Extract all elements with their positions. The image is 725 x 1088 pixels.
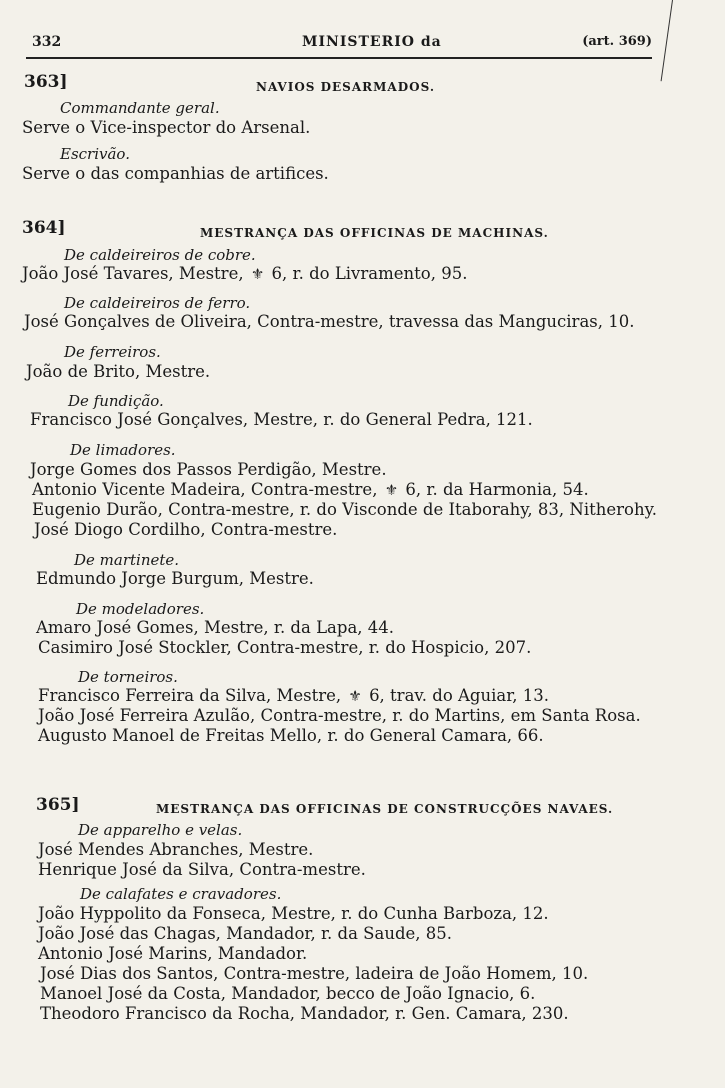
list-item: Manoel José da Costa, Mandador, becco de João Ignacio, 6.: [40, 984, 536, 1003]
group-heading: De apparelho e velas.: [78, 821, 243, 839]
list-item: Theodoro Francisco da Rocha, Mandador, r. Gen. Camara, 230.: [40, 1004, 569, 1023]
margin-mark: [661, 0, 673, 81]
group-heading: De caldeireiros de cobre.: [64, 246, 256, 264]
group-heading: De fundição.: [68, 392, 164, 410]
group-heading: De limadores.: [70, 441, 176, 459]
list-item: Eugenio Durão, Contra-mestre, r. do Visconde de Itaborahy, 83, Nitherohy.: [32, 500, 657, 519]
order-medal-icon: ⚜: [384, 481, 399, 499]
entry-address: 6, r. da Harmonia, 54.: [405, 480, 589, 499]
list-item: José Dias dos Santos, Contra-mestre, ladeira de João Homem, 10.: [40, 964, 589, 983]
group-heading: De martinete.: [74, 551, 180, 569]
list-item: Amaro José Gomes, Mestre, r. da Lapa, 44.: [36, 618, 395, 637]
list-item: Augusto Manoel de Freitas Mello, r. do General Camara, 66.: [38, 726, 544, 745]
header-rule: [26, 57, 652, 59]
list-item: João José Ferreira Azulão, Contra-mestre, r. do Martins, em Santa Rosa.: [38, 706, 641, 725]
group-heading: De torneiros.: [78, 668, 178, 686]
section-number: 365]: [36, 795, 80, 815]
list-item: José Diogo Cordilho, Contra-mestre.: [34, 520, 338, 539]
group-heading: Commandante geral.: [60, 99, 220, 117]
page-title: MINISTERIO da: [302, 34, 442, 50]
list-item: Serve o das companhias de artifices.: [22, 164, 329, 183]
entry-name: Antonio Vicente Madeira, Contra-mestre,: [32, 480, 378, 499]
list-item: Jorge Gomes dos Passos Perdigão, Mestre.: [30, 460, 387, 479]
section-number: 364]: [22, 218, 66, 238]
group-heading: De caldeireiros de ferro.: [64, 294, 251, 312]
list-item: Serve o Vice-inspector do Arsenal.: [22, 118, 311, 137]
list-item: [32, 480, 589, 499]
entry-address: 6, trav. do Aguiar, 13.: [369, 686, 550, 705]
group-heading: De modeladores.: [76, 600, 205, 618]
list-item: Antonio José Marins, Mandador.: [38, 944, 308, 963]
list-item: [22, 264, 467, 283]
list-item: Francisco José Gonçalves, Mestre, r. do General Pedra, 121.: [30, 410, 533, 429]
section-number: 363]: [24, 72, 68, 92]
list-item: [38, 686, 549, 705]
entry-address: 6, r. do Livramento, 95.: [271, 264, 468, 283]
group-heading: De ferreiros.: [64, 343, 161, 361]
list-item: José Gonçalves de Oliveira, Contra-mestre, travessa das Manguciras, 10.: [24, 312, 635, 331]
group-heading: Escrivão.: [60, 145, 130, 163]
order-medal-icon: ⚜: [250, 265, 265, 283]
group-heading: De calafates e cravadores.: [80, 885, 282, 903]
section-title: MESTRANÇA DAS OFFICINAS DE MACHINAS.: [200, 226, 549, 240]
section-title: MESTRANÇA DAS OFFICINAS DE CONSTRUCÇÕES NAVAES.: [156, 802, 614, 816]
list-item: Casimiro José Stockler, Contra-mestre, r. do Hospicio, 207.: [38, 638, 532, 657]
entry-name: João José Tavares, Mestre,: [22, 264, 244, 283]
list-item: Henrique José da Silva, Contra-mestre.: [38, 860, 366, 879]
list-item: Edmundo Jorge Burgum, Mestre.: [36, 569, 314, 588]
article-reference: (art. 369): [582, 34, 652, 49]
running-head: [32, 32, 652, 56]
list-item: João José das Chagas, Mandador, r. da Saude, 85.: [38, 924, 452, 943]
section-title: NAVIOS DESARMADOS.: [256, 80, 435, 94]
list-item: José Mendes Abranches, Mestre.: [38, 840, 314, 859]
entry-name: Francisco Ferreira da Silva, Mestre,: [38, 686, 342, 705]
list-item: João Hyppolito da Fonseca, Mestre, r. do Cunha Barboza, 12.: [38, 904, 549, 923]
list-item: João de Brito, Mestre.: [26, 362, 211, 381]
order-medal-icon: ⚜: [348, 687, 362, 705]
page-number: 332: [32, 34, 62, 50]
